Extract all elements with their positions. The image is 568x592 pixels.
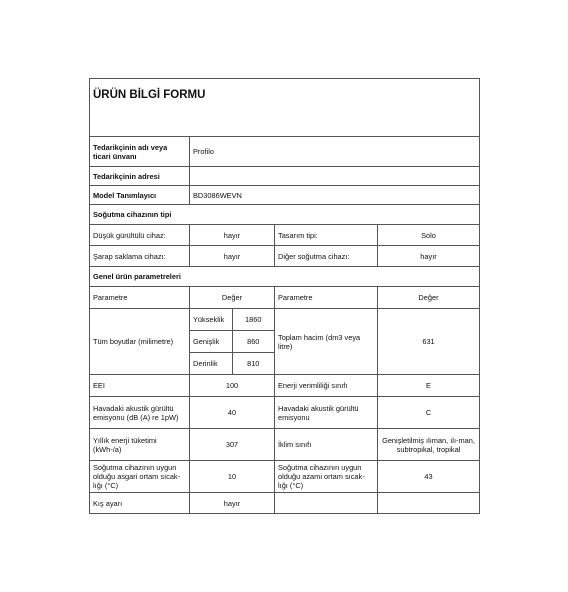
model-label: Model Tanımlayıcı [90,186,190,205]
value-header-2: Değer [378,287,480,309]
design-label: Tasarım tipi: [275,225,378,246]
empty-cell [275,493,378,514]
efficiency-label: Enerji verimliliği sınıfı [275,375,378,397]
product-info-sheet [89,78,479,514]
dimensions-label: Tüm boyutlar (milimetre) [90,309,190,375]
low-noise-label: Düşük gürültülü cihaz: [90,225,190,246]
volume-value: 631 [378,309,480,375]
eei-value: 100 [190,375,275,397]
value-header: Değer [190,287,275,309]
wine-label: Şarap saklama cihazı: [90,246,190,267]
noise-emission-value: 40 [190,397,275,429]
type-section-heading: Soğutma cihazının tipi [90,205,480,225]
other-label: Diğer soğutma cihazı: [275,246,378,267]
width-label: Genişlik [190,331,232,353]
volume-label: Toplam hacim (dm3 veya litre) [275,309,378,375]
general-section-heading: Genel ürün parametreleri [90,267,480,287]
noise-emission-label: Havadaki akustik gürültü emisyonu (dB (A) re 1pW) [90,397,190,429]
annual-energy-value: 307 [190,429,275,461]
address-label: Tedarikçinin adresi [90,167,190,186]
supplier-value: Profilo [190,137,480,167]
width-value: 860 [232,331,274,353]
empty-cell [378,493,480,514]
efficiency-value: E [378,375,480,397]
design-value: Solo [378,225,480,246]
noise-class-value: C [378,397,480,429]
climate-value: Genişletilmiş ılıman, ılı-man, subtropikal, tropikal [378,429,480,461]
form-title: ÜRÜN BİLGİ FORMU [90,79,480,137]
height-value: 1860 [232,309,274,331]
other-value: hayır [378,246,480,267]
param-header: Parametre [90,287,190,309]
noise-class-label: Havadaki akustik gürültü emisyonu [275,397,378,429]
max-temp-value: 43 [378,461,480,493]
param-header-2: Parametre [275,287,378,309]
eei-label: EEI [90,375,190,397]
winter-value: hayır [190,493,275,514]
dimensions-cell [190,309,275,375]
annual-energy-label: Yıllık enerji tüketimi (kWh-/a) [90,429,190,461]
wine-value: hayır [190,246,275,267]
dimensions-subtable [190,309,274,374]
product-info-table [89,78,480,514]
low-noise-value: hayır [190,225,275,246]
min-temp-value: 10 [190,461,275,493]
climate-label: İklim sınıfı [275,429,378,461]
max-temp-label: Soğutma cihazının uygun olduğu azami ortam sıcak-lığı (°C) [275,461,378,493]
address-value [190,167,480,186]
winter-label: Kış ayarı [90,493,190,514]
height-label: Yükseklik [190,309,232,331]
supplier-label: Tedarikçinin adı veya ticari ünvanı [90,137,190,167]
model-value: BD3086WEVN [190,186,480,205]
depth-label: Derinlik [190,353,232,375]
depth-value: 810 [247,359,260,368]
min-temp-label: Soğutma cihazının uygun olduğu asgari ortam sıcak-lığı (°C) [90,461,190,493]
